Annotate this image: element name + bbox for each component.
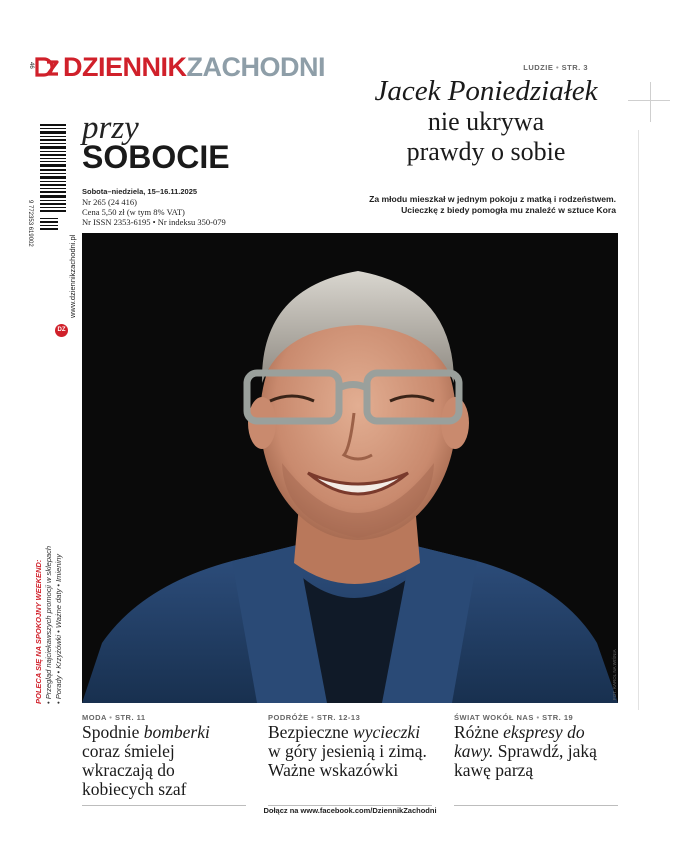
crop-mark-horizontal [628, 100, 670, 101]
teaser-headline [454, 723, 618, 780]
dz-badge-icon: DZ [55, 324, 68, 337]
teaser-kicker: ŚWIAT WOKÓŁ NAS • STR. 19 [454, 713, 574, 722]
brand-word-grey: ZACHODNI [186, 51, 325, 82]
facebook-footer[interactable]: Dołącz na www.facebook.com/DziennikZachodni [263, 806, 437, 815]
lead-story[interactable] [356, 63, 616, 167]
barcode [34, 122, 68, 232]
teaser-headline-italic: wycieczki [353, 722, 421, 742]
teaser-headline-italic: ekspresy do kawy. [454, 722, 585, 761]
teaser-row [82, 713, 618, 806]
teaser-kicker: MODA • STR. 11 [82, 713, 146, 722]
website-vertical[interactable]: www.dziennikzachodni.pl [68, 234, 77, 318]
teaser-travel[interactable] [268, 713, 432, 806]
issue-info [82, 187, 226, 227]
promo-title: POLECA SIĘ NA SPOKOJNY WEEKEND: [34, 559, 43, 704]
teaser-headline-post: w góry jesienią i zimą. Ważne wskazówki [268, 741, 427, 780]
teaser-headline-post: Sprawdź, jaką kawę parzą [454, 741, 597, 780]
lead-section: LUDZIE [523, 63, 554, 72]
teaser-page: STR. 19 [542, 713, 574, 722]
dz-logo-icon [34, 54, 60, 80]
supplement-big: SOBOCIE [82, 139, 230, 175]
teaser-fashion[interactable] [82, 713, 246, 806]
supplement-title [82, 112, 230, 173]
teaser-kicker: PODRÓŻE • STR. 12-13 [268, 713, 361, 722]
photo-credit: FOT. KAROL NA WIŚNIA [612, 649, 617, 700]
weekend-promo [34, 524, 64, 704]
teaser-headline [82, 723, 246, 799]
teaser-section: MODA [82, 713, 107, 722]
issue-issn: Nr ISSN 2353-6195 • Nr indeksu 350-079 [82, 217, 226, 227]
lead-page: STR. 3 [561, 63, 588, 72]
teaser-section: PODRÓŻE [268, 713, 309, 722]
promo-line-1: • Przegląd najciekawszych promocji w sklepach [44, 545, 53, 704]
lead-deck [316, 194, 616, 216]
lead-title-line-1: nie ukrywa [427, 107, 545, 136]
brand-word-red: DZIENNIK [63, 51, 187, 82]
issue-suffix: 46 [28, 62, 34, 69]
teaser-headline-pre: Bezpieczne [268, 722, 354, 742]
lead-title-line-2: prawdy o sobie [406, 137, 566, 166]
teaser-headline-post: coraz śmielej wkraczają do kobiecych szaf [82, 741, 187, 799]
teaser-world[interactable] [454, 713, 618, 806]
lead-kicker: LUDZIE • STR. 3 [523, 63, 588, 72]
supplement-small: przy [82, 110, 139, 146]
teaser-headline-italic: bomberki [143, 722, 210, 742]
teaser-headline-pre: Różne [454, 722, 504, 742]
barcode-digits: 9 772353 619002 [27, 200, 33, 247]
lead-person-name: Jacek Poniedziałek [374, 75, 598, 107]
teaser-headline-pre: Spodnie [82, 722, 144, 742]
lead-deck-line-2: Ucieczkę z biedy pomogła mu znaleźć w sztuce Kora [401, 205, 616, 215]
teaser-section: ŚWIAT WOKÓŁ NAS [454, 713, 534, 722]
teaser-page: STR. 12-13 [316, 713, 361, 722]
right-margin-rule [638, 130, 639, 710]
teaser-page: STR. 11 [114, 713, 146, 722]
crop-mark-vertical [650, 82, 651, 122]
cover-photo[interactable] [82, 233, 618, 703]
teaser-headline [268, 723, 432, 780]
lead-deck-line-1: Za młodu mieszkał w jednym pokoju z matką i rodzeństwem. [369, 194, 616, 204]
promo-line-2: • Porady • Krzyżówki • Ważne daty • Imieniny [54, 554, 63, 704]
brand-logotype[interactable] [63, 51, 325, 82]
issue-date: Sobota–niedziela, 15–16.11.2025 [82, 187, 198, 196]
issue-price: Cena 5,50 zł (w tym 8% VAT) [82, 207, 185, 217]
issue-number: Nr 265 (24 416) [82, 197, 138, 207]
masthead [34, 52, 325, 82]
